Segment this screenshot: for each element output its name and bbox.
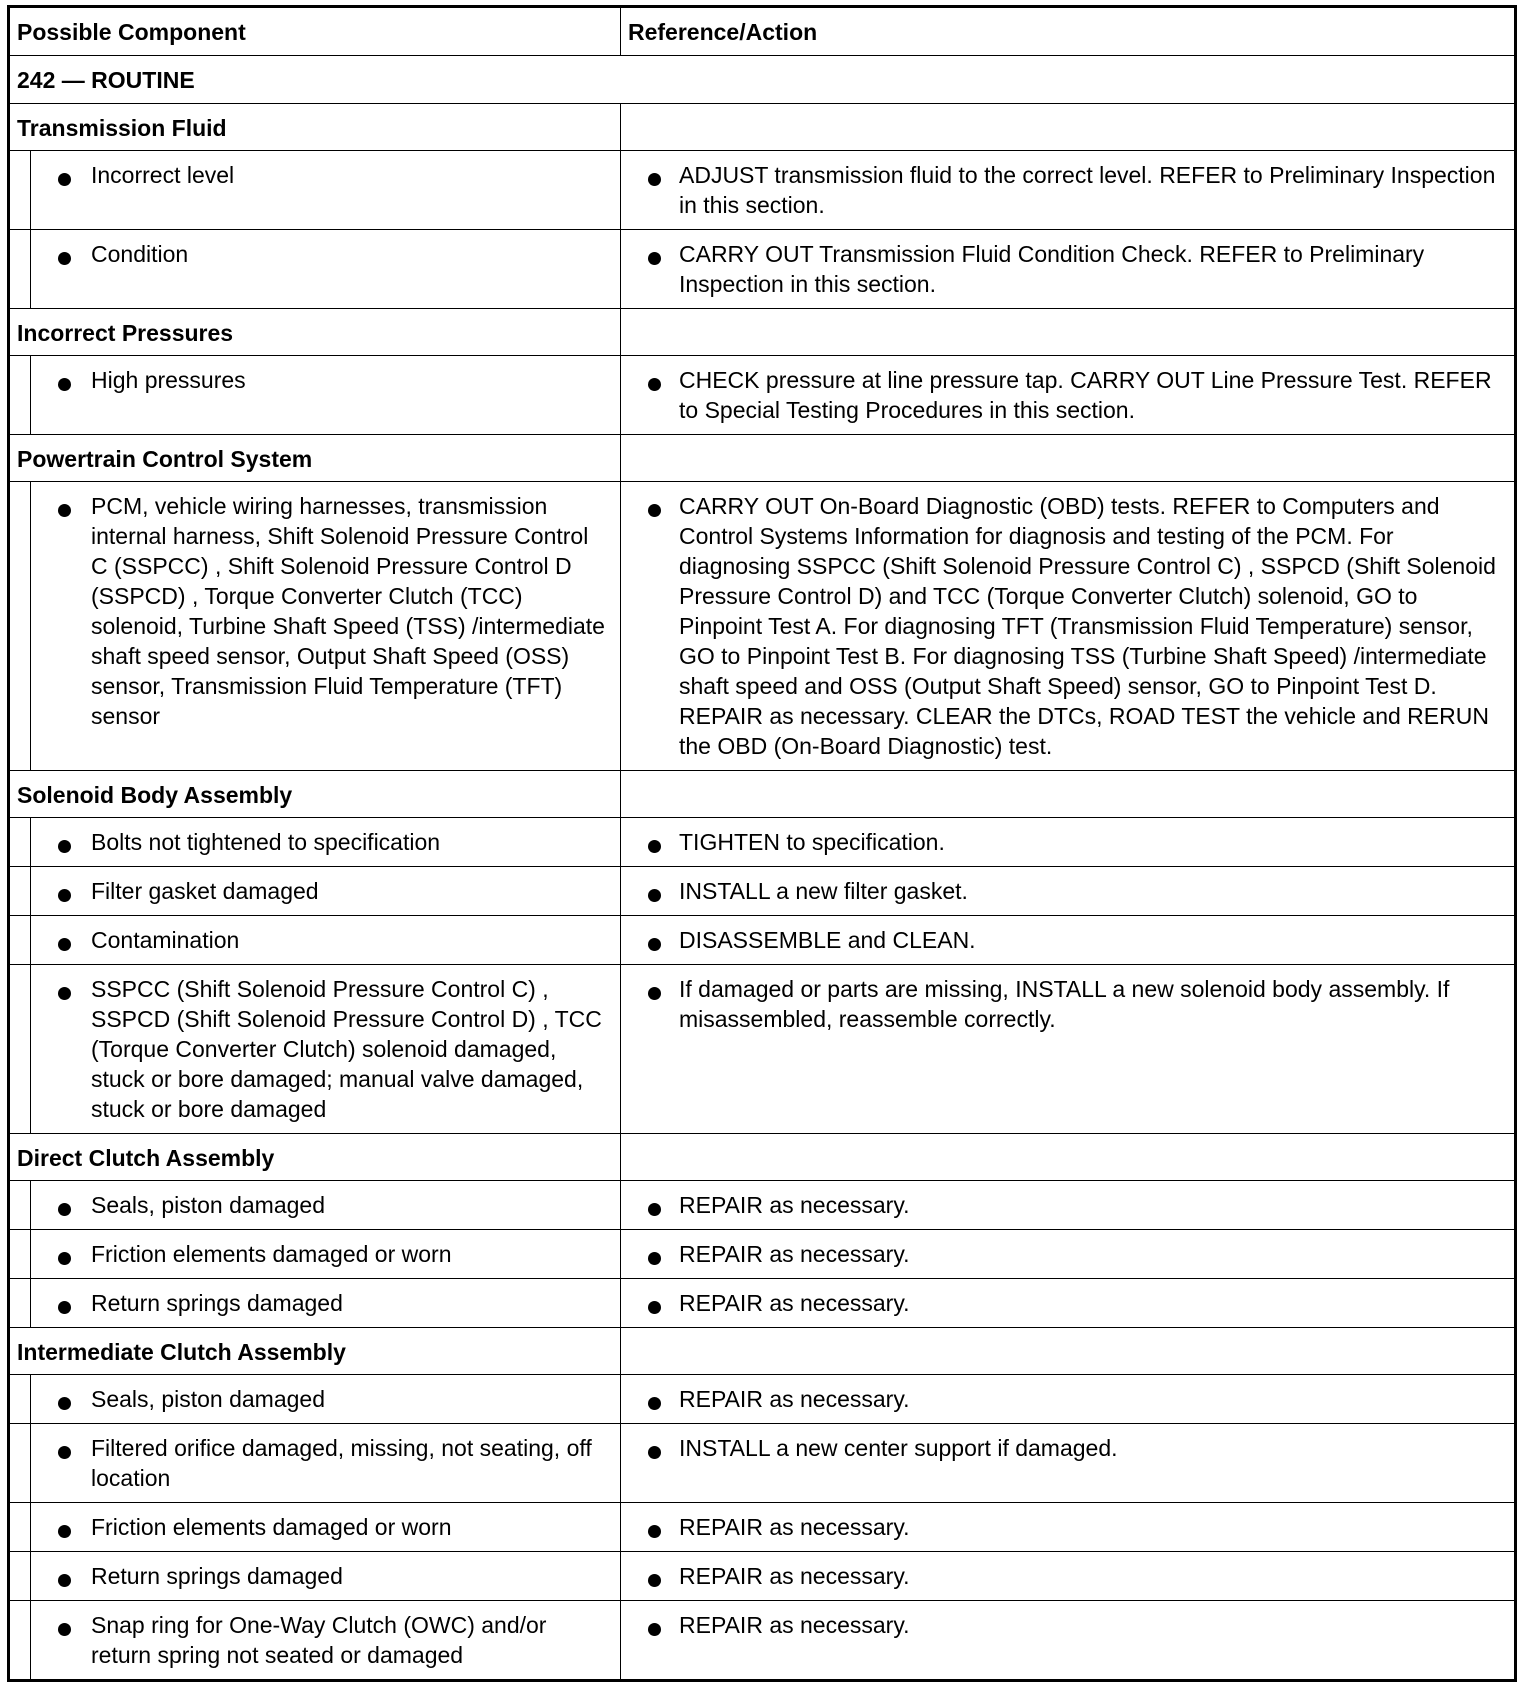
indent-spacer xyxy=(9,1503,31,1552)
action-cell xyxy=(621,916,1516,965)
action-bullet-text: INSTALL a new filter gasket. xyxy=(621,867,1514,915)
table-row xyxy=(9,151,1516,230)
component-cell xyxy=(31,1375,621,1424)
table-row xyxy=(9,230,1516,309)
diagnosis-table-page xyxy=(7,5,1514,1682)
component-bullet-text: Return springs damaged xyxy=(31,1552,620,1600)
component-bullet-text: Incorrect level xyxy=(31,151,620,199)
component-bullet-text: SSPCC (Shift Solenoid Pressure Control C) , SSPCD (Shift Solenoid Pressure Control D) , TCC (Torque Converter Clutch) solenoid damaged, stuck or bore damaged; manual valve damaged, stuck or bore damaged xyxy=(31,965,620,1133)
header-action xyxy=(621,7,1516,56)
table-row xyxy=(9,1279,1516,1328)
table-row xyxy=(9,867,1516,916)
action-bullet-text: REPAIR as necessary. xyxy=(621,1181,1514,1229)
component-bullet-text: Filter gasket damaged xyxy=(31,867,620,915)
component-cell xyxy=(31,1279,621,1328)
section-title-cell xyxy=(9,104,621,151)
table-row xyxy=(9,1424,1516,1503)
table-row xyxy=(9,1181,1516,1230)
action-cell xyxy=(621,1503,1516,1552)
component-cell xyxy=(31,818,621,867)
action-cell xyxy=(621,482,1516,771)
component-cell xyxy=(31,1230,621,1279)
section-row xyxy=(9,309,1516,356)
table-row xyxy=(9,1503,1516,1552)
component-cell xyxy=(31,482,621,771)
indent-spacer xyxy=(9,867,31,916)
section-row xyxy=(9,1328,1516,1375)
action-bullet-text: CARRY OUT Transmission Fluid Condition Check. REFER to Preliminary Inspection in this section. xyxy=(621,230,1514,308)
component-bullet-text: Filtered orifice damaged, missing, not seating, off location xyxy=(31,1424,620,1502)
table-header-row xyxy=(9,7,1516,56)
section-action-cell xyxy=(621,1328,1516,1375)
table-row xyxy=(9,1601,1516,1681)
action-bullet-text: REPAIR as necessary. xyxy=(621,1230,1514,1278)
component-cell xyxy=(31,1601,621,1681)
table-row xyxy=(9,482,1516,771)
action-cell xyxy=(621,1375,1516,1424)
component-bullet-text: Condition xyxy=(31,230,620,278)
component-cell xyxy=(31,965,621,1134)
action-cell xyxy=(621,356,1516,435)
indent-spacer xyxy=(9,151,31,230)
section-title: Transmission Fluid xyxy=(17,115,227,141)
action-bullet-text: DISASSEMBLE and CLEAN. xyxy=(621,916,1514,964)
action-bullet-text: REPAIR as necessary. xyxy=(621,1552,1514,1600)
table-row xyxy=(9,1375,1516,1424)
section-title-cell xyxy=(9,435,621,482)
header-component-label: Possible Component xyxy=(17,19,246,45)
component-cell xyxy=(31,151,621,230)
section-title-cell xyxy=(9,1134,621,1181)
component-cell xyxy=(31,916,621,965)
table-row xyxy=(9,1552,1516,1601)
action-bullet-text: REPAIR as necessary. xyxy=(621,1601,1514,1649)
indent-spacer xyxy=(9,1375,31,1424)
table-row xyxy=(9,818,1516,867)
routine-label: 242 — ROUTINE xyxy=(17,67,195,93)
action-bullet-text: CARRY OUT On-Board Diagnostic (OBD) tests. REFER to Computers and Control Systems Information for diagnosis and testing of the PCM. For diagnosing SSPCC (Shift Solenoid Pressure Control C) , SSPCD (Shift Solenoid Pressure Control D) and TCC (Torque Converter Clutch) solenoid, GO to Pinpoint Test A. For diagnosing TFT (Transmission Fluid Temperature) sensor, GO to Pinpoint Test B. For diagnosing TSS (Turbine Shaft Speed) /intermediate shaft speed and OSS (Output Shaft Speed) sensor, GO to Pinpoint Test D. REPAIR as necessary. CLEAR the DTCs, ROAD TEST the vehicle and RERUN the OBD (On-Board Diagnostic) test. xyxy=(621,482,1514,770)
indent-spacer xyxy=(9,1424,31,1503)
component-bullet-text: Snap ring for One-Way Clutch (OWC) and/or return spring not seated or damaged xyxy=(31,1601,620,1679)
action-bullet-text: ADJUST transmission fluid to the correct level. REFER to Preliminary Inspection in this section. xyxy=(621,151,1514,229)
component-bullet-text: High pressures xyxy=(31,356,620,404)
action-cell xyxy=(621,1230,1516,1279)
table-row xyxy=(9,1230,1516,1279)
action-bullet-text: INSTALL a new center support if damaged. xyxy=(621,1424,1514,1472)
indent-spacer xyxy=(9,965,31,1134)
section-row xyxy=(9,771,1516,818)
action-bullet-text: REPAIR as necessary. xyxy=(621,1279,1514,1327)
action-cell xyxy=(621,867,1516,916)
indent-spacer xyxy=(9,916,31,965)
component-bullet-text: Seals, piston damaged xyxy=(31,1375,620,1423)
indent-spacer xyxy=(9,1601,31,1681)
table-row xyxy=(9,965,1516,1134)
routine-row xyxy=(9,56,1516,104)
component-cell xyxy=(31,867,621,916)
action-cell xyxy=(621,1181,1516,1230)
header-action-label: Reference/Action xyxy=(628,19,818,45)
diagnosis-table xyxy=(7,5,1517,1682)
indent-spacer xyxy=(9,1230,31,1279)
indent-spacer xyxy=(9,1552,31,1601)
component-bullet-text: Return springs damaged xyxy=(31,1279,620,1327)
action-cell xyxy=(621,965,1516,1134)
action-cell xyxy=(621,1552,1516,1601)
component-bullet-text: Friction elements damaged or worn xyxy=(31,1230,620,1278)
section-title: Solenoid Body Assembly xyxy=(17,782,293,808)
action-bullet-text: TIGHTEN to specification. xyxy=(621,818,1514,866)
component-bullet-text: Seals, piston damaged xyxy=(31,1181,620,1229)
action-cell xyxy=(621,818,1516,867)
action-bullet-text: REPAIR as necessary. xyxy=(621,1375,1514,1423)
section-title-cell xyxy=(9,1328,621,1375)
component-bullet-text: Bolts not tightened to specification xyxy=(31,818,620,866)
section-title: Intermediate Clutch Assembly xyxy=(17,1339,346,1365)
action-cell xyxy=(621,1279,1516,1328)
section-action-cell xyxy=(621,771,1516,818)
header-component xyxy=(9,7,621,56)
section-row xyxy=(9,104,1516,151)
component-cell xyxy=(31,230,621,309)
table-row xyxy=(9,916,1516,965)
section-action-cell xyxy=(621,309,1516,356)
section-title-cell xyxy=(9,771,621,818)
indent-spacer xyxy=(9,230,31,309)
component-cell xyxy=(31,356,621,435)
section-row xyxy=(9,1134,1516,1181)
section-row xyxy=(9,435,1516,482)
indent-spacer xyxy=(9,356,31,435)
action-bullet-text: REPAIR as necessary. xyxy=(621,1503,1514,1551)
section-title: Powertrain Control System xyxy=(17,446,313,472)
action-cell xyxy=(621,1424,1516,1503)
action-cell xyxy=(621,151,1516,230)
component-cell xyxy=(31,1181,621,1230)
section-action-cell xyxy=(621,104,1516,151)
component-bullet-text: PCM, vehicle wiring harnesses, transmission internal harness, Shift Solenoid Pressure Control C (SSPCC) , Shift Solenoid Pressure Control D (SSPCD) , Torque Converter Clutch (TCC) solenoid, Turbine Shaft Speed (TSS) /intermediate shaft speed sensor, Output Shaft Speed (OSS) sensor, Transmission Fluid Temperature (TFT) sensor xyxy=(31,482,620,740)
indent-spacer xyxy=(9,1279,31,1328)
action-bullet-text: CHECK pressure at line pressure tap. CARRY OUT Line Pressure Test. REFER to Special Testing Procedures in this section. xyxy=(621,356,1514,434)
action-bullet-text: If damaged or parts are missing, INSTALL a new solenoid body assembly. If misassembled, reassemble correctly. xyxy=(621,965,1514,1043)
indent-spacer xyxy=(9,1181,31,1230)
component-bullet-text: Friction elements damaged or worn xyxy=(31,1503,620,1551)
section-title: Direct Clutch Assembly xyxy=(17,1145,275,1171)
component-cell xyxy=(31,1552,621,1601)
action-cell xyxy=(621,230,1516,309)
section-action-cell xyxy=(621,435,1516,482)
routine-cell xyxy=(9,56,1516,104)
section-title: Incorrect Pressures xyxy=(17,320,234,346)
section-title-cell xyxy=(9,309,621,356)
indent-spacer xyxy=(9,818,31,867)
component-bullet-text: Contamination xyxy=(31,916,620,964)
section-action-cell xyxy=(621,1134,1516,1181)
table-row xyxy=(9,356,1516,435)
indent-spacer xyxy=(9,482,31,771)
component-cell xyxy=(31,1503,621,1552)
action-cell xyxy=(621,1601,1516,1681)
component-cell xyxy=(31,1424,621,1503)
